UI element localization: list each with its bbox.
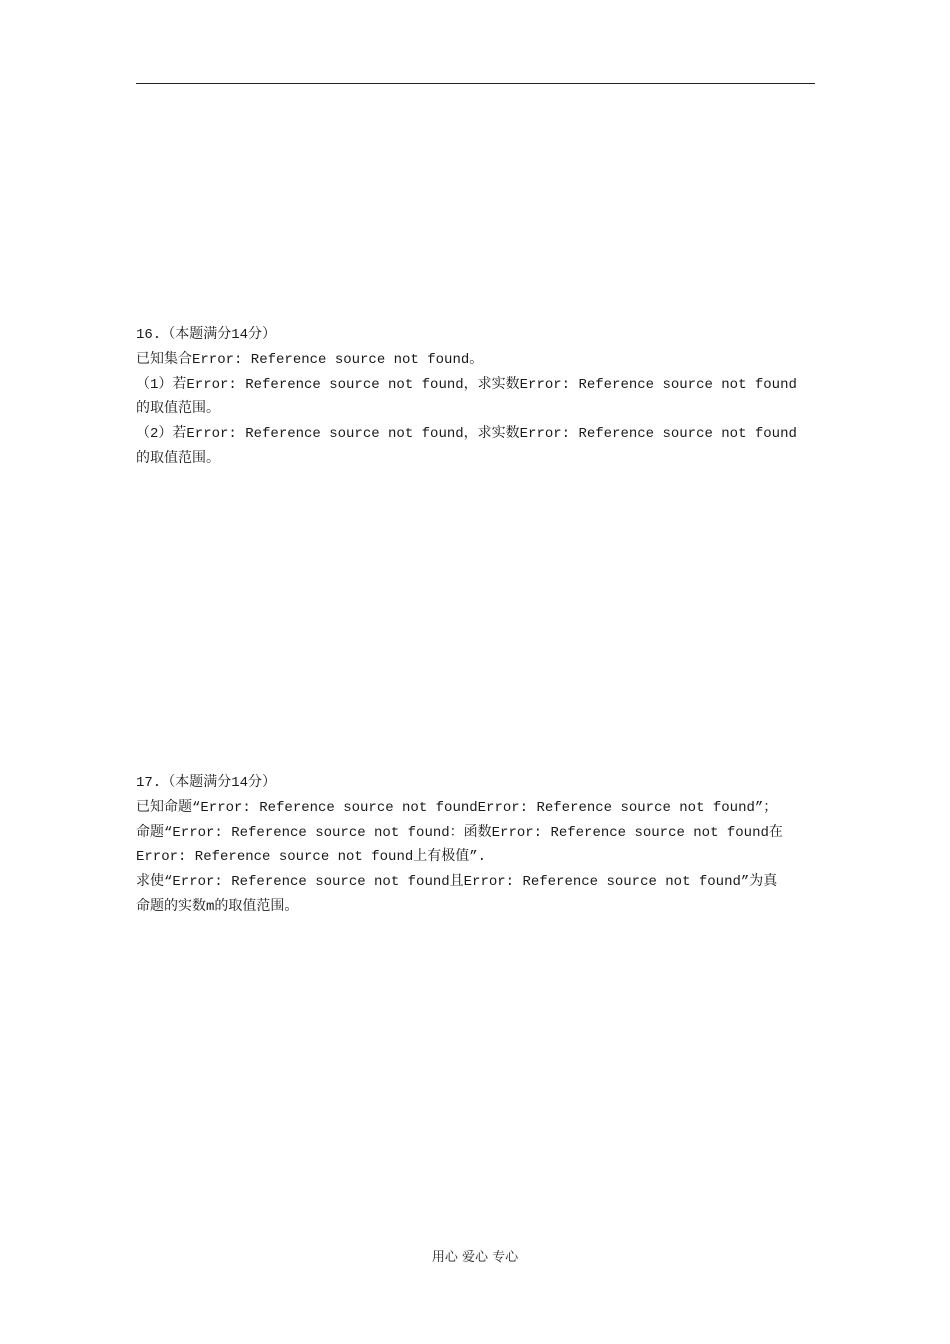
question-17 [136,771,815,920]
question-17-proposition-q: 命题“Error: Reference source not found：函数Error: Reference source not found在 [136,824,783,841]
question-16-part-1-cont: 的取值范围。 [136,401,220,418]
question-17-proposition-p: 已知命题“Error: Reference source not foundError: Reference source not found”； [136,799,778,816]
header-rule [136,83,815,84]
question-17-task: 求使“Error: Reference source not found且Error: Reference source not found”为真 [136,874,778,891]
question-17-title: 17.（本题满分14分） [136,775,277,791]
question-16-title: 16.（本题满分14分） [136,327,277,343]
question-16-part-2: （2）若Error: Reference source not found，求实数Error: Reference source not found [136,426,797,443]
question-16-part-1: （1）若Error: Reference source not found，求实数Error: Reference source not found [136,376,797,393]
question-17-task-cont: 命题的实数m的取值范围。 [136,898,299,915]
question-16-part-2-cont: 的取值范围。 [136,450,220,467]
question-17-proposition-q-cont: Error: Reference source not found上有极值”. [136,849,487,866]
question-16 [136,323,815,472]
question-16-stem: 已知集合Error: Reference source not found。 [136,351,484,368]
page-footer: 用心 爱心 专心 [431,1250,519,1265]
